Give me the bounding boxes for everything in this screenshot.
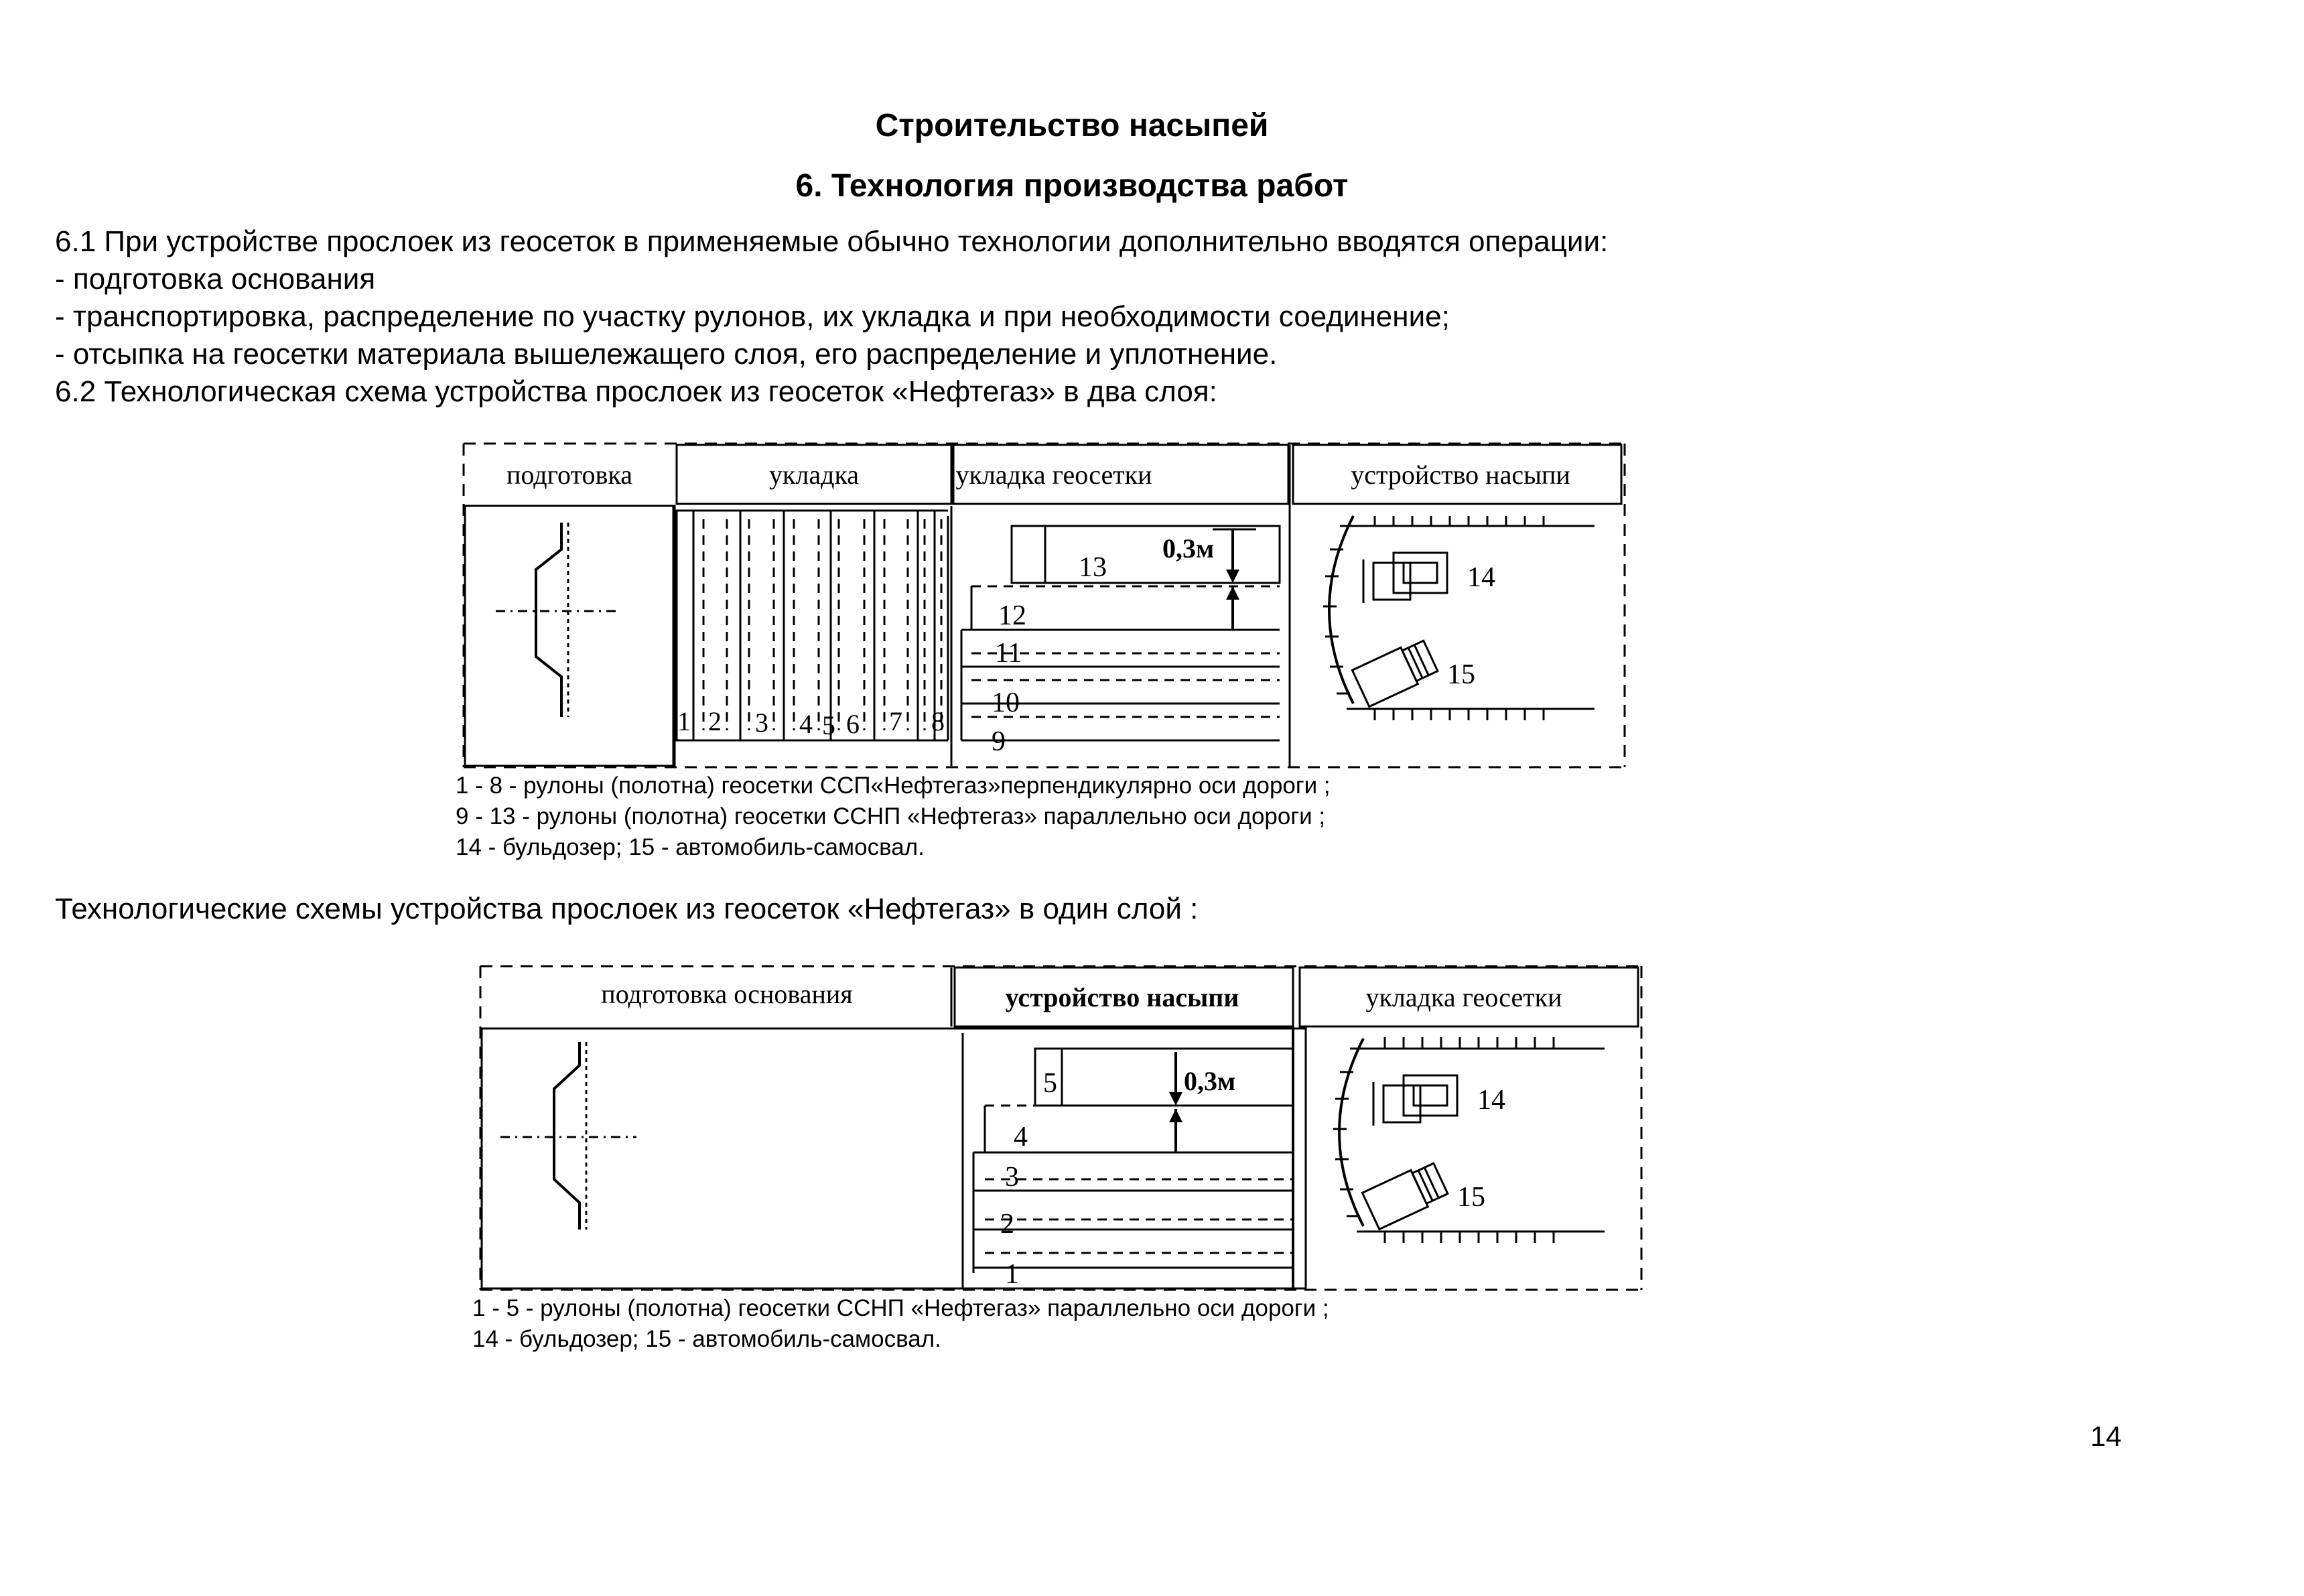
layer-label-4: 4 xyxy=(1014,1122,1028,1152)
legend-1-line-2: 9 - 13 - рулоны (полотна) геосетки ССНП «Нефтегаз» параллельно оси дороги ; xyxy=(456,803,1326,829)
page-number: 14 xyxy=(2090,1420,2122,1452)
header-geogrid-laying: укладка геосетки xyxy=(955,460,1152,490)
layer-label-11: 11 xyxy=(995,638,1022,669)
header-geogrid-laying: укладка геосетки xyxy=(1365,982,1562,1012)
intro-paragraph-6-1: 6.1 При устройстве прослоек из геосеток в применяемые обычно технологии дополнительно вводятся операции: xyxy=(55,225,1609,258)
bulldozer-label: 14 xyxy=(1477,1085,1505,1116)
legend-1-line-3: 14 - бульдозер; 15 - автомобиль-самосвал. xyxy=(456,834,925,860)
dump-truck-label: 15 xyxy=(1457,1182,1485,1213)
roll-label-4: 4 xyxy=(799,709,813,739)
dump-truck-label: 15 xyxy=(1447,659,1475,690)
diagram-two-layer xyxy=(456,436,1635,777)
section-title: 6. Технология производства работ xyxy=(795,168,1349,204)
roll-label-3: 3 xyxy=(755,708,768,738)
intro-item-2: - транспортировка, распределение по участку рулонов, их укладка и при необходимости соединение; xyxy=(55,300,1450,333)
layer-label-12: 12 xyxy=(998,600,1026,631)
layer-label-1: 1 xyxy=(1005,1259,1019,1290)
layer-label-5: 5 xyxy=(1043,1068,1057,1099)
legend-2-line-2: 14 - бульдозер; 15 - автомобиль-самосвал. xyxy=(472,1326,941,1352)
intro-item-3: - отсыпка на геосетки материала вышележащего слоя, его распределение и уплотнение. xyxy=(55,338,1278,371)
layer-label-9: 9 xyxy=(992,726,1006,757)
bulldozer-label: 14 xyxy=(1467,562,1495,593)
layer-label-13: 13 xyxy=(1079,552,1107,583)
header-base-preparation: подготовка основания xyxy=(601,979,853,1009)
header-embankment: устройство насыпи xyxy=(1351,460,1570,490)
gap-label: 0,3м xyxy=(1162,533,1215,563)
layer-label-2: 2 xyxy=(1000,1209,1014,1240)
header-laying: укладка xyxy=(768,460,860,490)
page-title: Строительство насыпей xyxy=(875,108,1269,143)
diagram-one-layer xyxy=(472,958,1651,1300)
layer-label-10: 10 xyxy=(992,687,1020,718)
roll-label-6: 6 xyxy=(846,709,860,739)
gap-label: 0,3м xyxy=(1184,1066,1236,1096)
legend-2-line-1: 1 - 5 - рулоны (полотна) геосетки ССНП «Нефтегаз» параллельно оси дороги ; xyxy=(472,1295,1329,1321)
legend-1-line-1: 1 - 8 - рулоны (полотна) геосетки ССП«Нефтегаз»перпендикулярно оси дороги ; xyxy=(456,773,1331,799)
roll-label-8: 8 xyxy=(931,706,945,736)
intro-paragraph-6-2: 6.2 Технологическая схема устройства прослоек из геосеток «Нефтегаз» в два слоя: xyxy=(55,375,1217,408)
roll-label-7: 7 xyxy=(889,706,902,736)
header-embankment: устройство насыпи xyxy=(1005,982,1239,1012)
layer-label-3: 3 xyxy=(1005,1162,1019,1193)
section-2-title: Технологические схемы устройства прослоек из геосеток «Нефтегаз» в один слой : xyxy=(55,892,1199,925)
roll-label-2: 2 xyxy=(708,706,722,736)
roll-label-1: 1 xyxy=(677,706,691,736)
header-preparation: подготовка xyxy=(506,460,632,490)
intro-item-1: - подготовка основания xyxy=(55,263,376,295)
roll-label-5: 5 xyxy=(822,710,835,740)
